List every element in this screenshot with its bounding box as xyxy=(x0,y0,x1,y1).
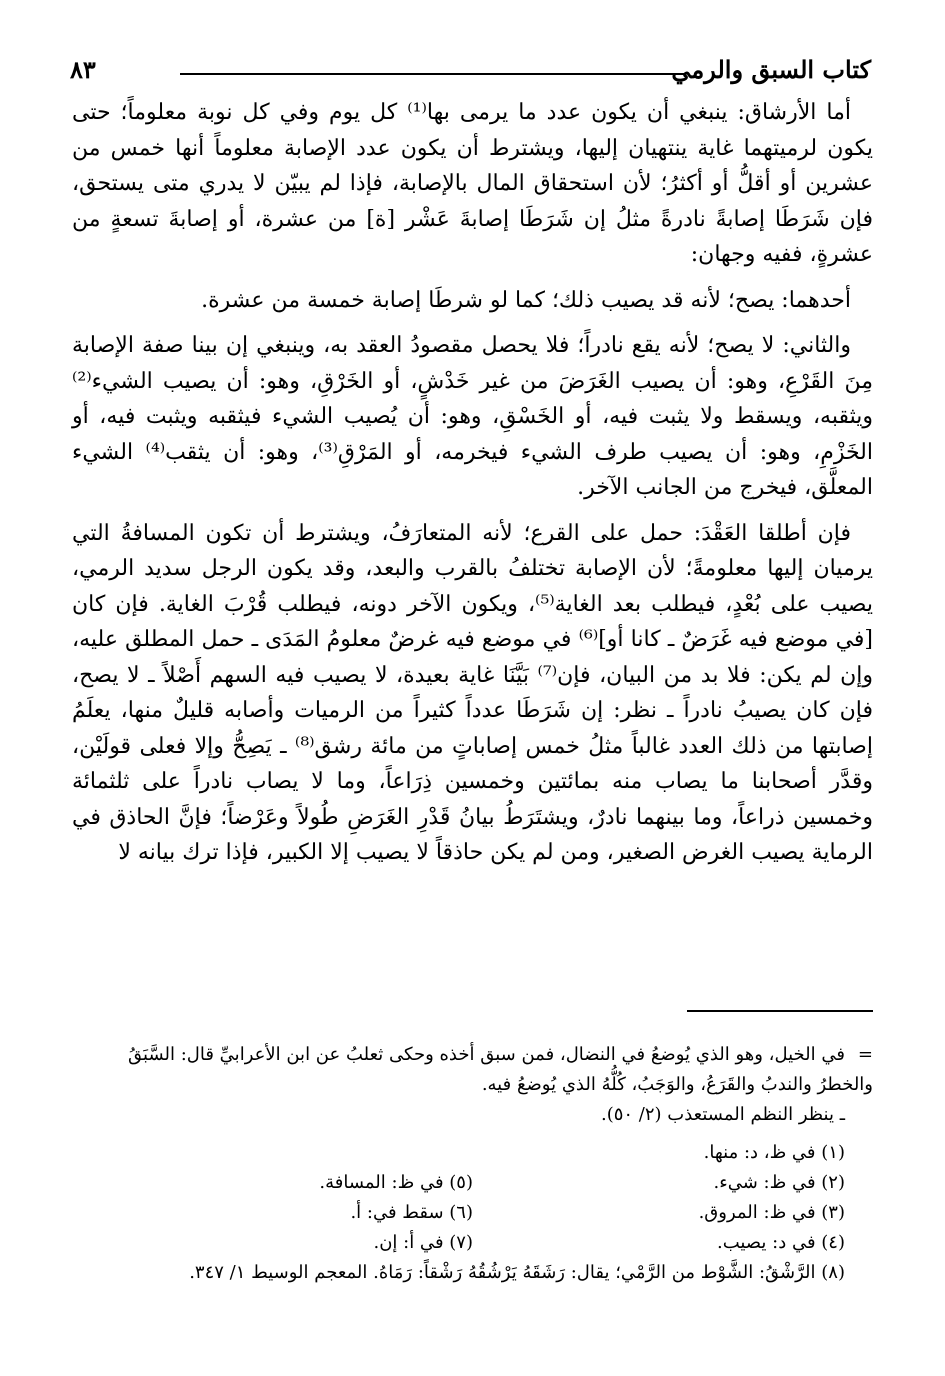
footnote-4: (٤) في د: يصيب. xyxy=(716,1232,845,1253)
continuation-text: في الخيل، وهو الذي يُوضعُ في النضال، فمن سبق أخذه وحكى ثعلبُ عن ابن الأعرابيِّ قال: السَّبَقُ والخطرُ والندبُ والقَرَعُ، والوَجَبُ، كُلُّهُ الذي يُوضعُ فيه. xyxy=(128,1044,873,1095)
page-header xyxy=(60,55,885,95)
footnote-8: (٨) الرَّشْقُ: الشَّوْط من الرَّمْي؛ يقال: رَشَقَهُ يَرْشُقُهُ رَشْقاً: رَمَاهُ. المعجم الوسيط ١/ ٣٤٧. xyxy=(189,1262,845,1283)
footnote-1: (١) في ظ، د: منها. xyxy=(703,1142,845,1163)
footnote-continuation xyxy=(72,1040,873,1130)
continuation-reference: ـ ينظر النظم المستعذب (٢/ ٥٠). xyxy=(600,1104,845,1125)
footnote-2: (٢) في ظ: شيء. xyxy=(713,1172,845,1193)
footnote-6: (٦) سقط في: أ. xyxy=(350,1202,473,1223)
paragraph-itlaq: فإن أطلقا العَقْدَ: حمل على القرع؛ لأنه المتعارَفُ، ويشترط أن تكون المسافةُ التي يرميان إليها معلومةً؛ لأن الإصابة تختلفُ بالقرب والبعد، وقد يكون الرجل سديد الرمي، يصيب على بُعْدٍ، فيطلب بعد الغاية⁽⁵⁾، ويكون الآخر دونه، فيطلب قُرْبَ الغاية. فإن كان [في موضع فيه غَرَضٌ ـ كانا أو]⁽⁶⁾ في موضع فيه غرضٌ معلومُ المَدَى ـ حمل المطلق عليه، وإن لم يكن: فلا بد من البيان، فإن⁽⁷⁾ بَيَّنَا غاية بعيدة، لا يصيب فيه السهم أَصْلاً ـ لا يصح، فإن كان يصيبُ نادراً ـ نظر: إن شَرَطَا عدداً كثيراً من الرميات وأصابه قليلٌ منها، يعلَمُ إصابتها من ذلك العدد غالباً مثلُ خمس إصاباتٍ من مائة رشق⁽⁸⁾ ـ يَصِحُّ وإلا فعلى قولَيْن، وقدَّر أصحابنا ما يصاب منه بمائتين وخمسين ذِرَاعاً، وما لا يصاب نادراً على ثلثمائة وخمسين ذراعاً، وما بينهما نادرٌ، ويشتَرَطُ بيانُ قَدْرِ الغَرَضِ طُولاً وعَرْضاً؛ فإنَّ الحاذق في الرماية يصيب الغرض الصغير، ومن لم يكن حاذقاً لا يصيب إلا الكبير، فإذا ترك بيانه لا xyxy=(72,520,874,865)
continuation-marker: = xyxy=(857,1044,873,1065)
main-text xyxy=(72,95,873,871)
footnotes xyxy=(72,1040,873,1288)
footnote-row xyxy=(72,1168,873,1198)
footnote-row xyxy=(72,1138,873,1168)
running-title: كتاب السبق والرمي xyxy=(671,55,871,84)
paragraph-second-opinion: والثاني: لا يصح؛ لأنه يقع نادراً؛ فلا يحصل مقصودُ العقد به، وينبغي إن بينا صفة الإصابة مِنَ القَرْعِ، وهو: أن يصيب الغَرَضَ من غير خَدْشٍ، أو الخَرْقِ، وهو: أن يصيب الشيء⁽²⁾ ويثقبه، ويسقط ولا يثبت فيه، أو الخَسْقِ، وهو: أن يُصيب الشيء فيثقبه ويثبت فيه، أو الخَزْمِ، وهو: أن يصيب طرف الشيء فيخرمه، أو المَرْقِ⁽³⁾، وهو: أن يثقب⁽⁴⁾ الشيء المعلَّق، فيخرج من الجانب الآخر. xyxy=(72,333,873,500)
paragraph-arshaq: أما الأرشاق: ينبغي أن يكون عدد ما يرمى بها⁽¹⁾ كل يوم وفي كل نوبة معلوماً؛ حتى يكون لرميتهما غاية ينتهيان إليها، ويشترط أن يكون عدد الإصابة معلوماً أنها خمس من عشرين أو أقلُّ أو أكثرُ؛ لأن استحقاق المال بالإصابة، فإذا لم يبيّن لا يدري متى يستحق، فإن شَرَطَا إصابةً نادرةً مثلُ إن شَرَطَا إصابةَ عَشْر [ة] من عشرة، أو إصابةَ تسعةٍ من عشرةٍ، ففيه وجهان: xyxy=(72,100,873,267)
footnote-7: (٧) في أ: إن. xyxy=(373,1232,473,1253)
footnote-5: (٥) في ظ: المسافة. xyxy=(319,1172,473,1193)
footnote-row xyxy=(72,1228,873,1258)
footnote-separator xyxy=(687,1010,873,1012)
header-rule xyxy=(180,73,685,75)
paragraph-first-opinion: أحدهما: يصح؛ لأنه قد يصيب ذلك؛ كما لو شرطَا إصابة خمسة من عشرة. xyxy=(201,287,851,313)
footnote-3: (٣) في ظ: المروق. xyxy=(698,1202,845,1223)
footnote-row xyxy=(72,1198,873,1228)
page-number: ٨٣ xyxy=(70,55,96,84)
